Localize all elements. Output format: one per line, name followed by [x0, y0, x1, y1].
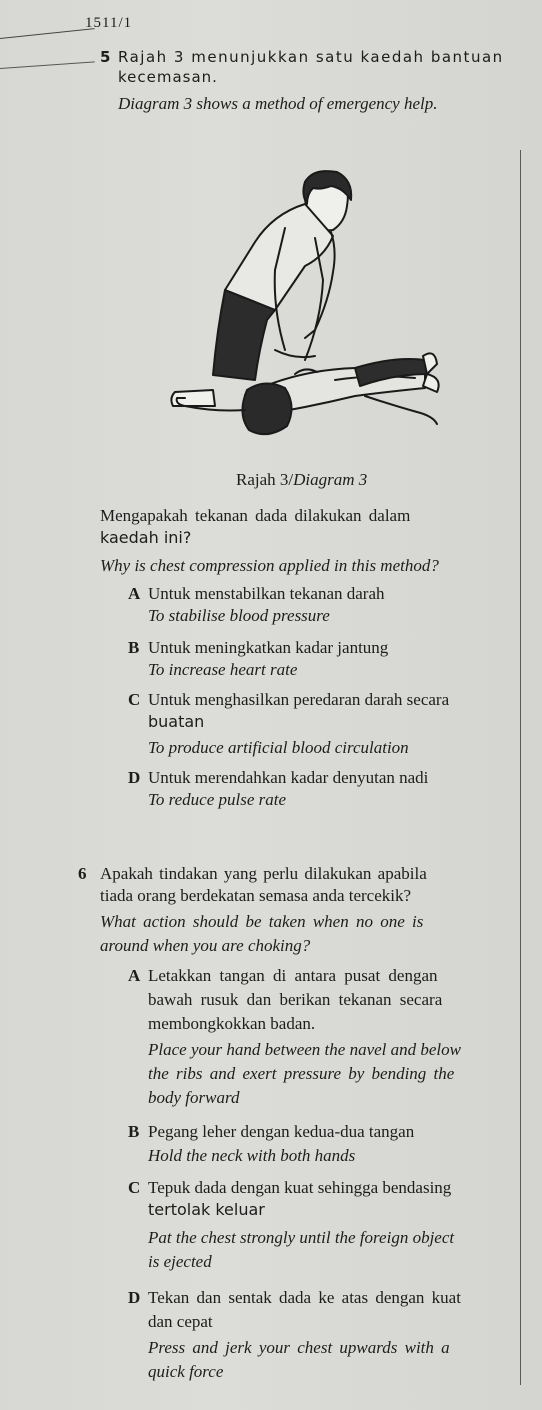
option-letter: D	[128, 768, 141, 787]
option-letter: A	[128, 966, 141, 985]
option-text-malay: Tepuk dada dengan kuat sehingga bendasing	[148, 1178, 452, 1197]
question-text-malay: kecemasan.	[118, 68, 218, 86]
cpr-illustration	[155, 160, 460, 450]
page-edge-line	[0, 28, 95, 39]
option-text-english: Pat the chest strongly until the foreign object	[148, 1228, 455, 1247]
option-text-malay: Untuk meningkatkan kadar jantung	[148, 638, 389, 657]
option-text-english: is ejected	[148, 1252, 212, 1271]
figure-caption: Rajah 3/Diagram 3	[236, 470, 368, 489]
option-text-malay: buatan	[148, 712, 205, 731]
option-letter: D	[128, 1288, 141, 1307]
question-text-malay: Apakah tindakan yang perlu dilakukan apabila	[100, 864, 427, 883]
question-text-malay: kaedah ini?	[100, 528, 192, 547]
option-text-malay: Untuk menghasilkan peredaran darah secara	[148, 690, 450, 709]
option-text-english: To increase heart rate	[148, 660, 298, 679]
question-text-english: Why is chest compression applied in this method?	[100, 556, 439, 575]
question-number: 5	[100, 48, 111, 66]
option-letter: A	[128, 584, 141, 603]
option-text-english: To stabilise blood pressure	[148, 606, 330, 625]
option-text-english: the ribs and exert pressure by bending the	[148, 1064, 455, 1083]
option-text-malay: bawah rusuk dan berikan tekanan secara	[148, 990, 443, 1009]
question-text-malay: Rajah 3 menunjukkan satu kaedah bantuan	[118, 48, 504, 66]
option-text-malay: membongkokkan badan.	[148, 1014, 316, 1033]
option-text-malay: Tekan dan sentak dada ke atas dengan kuat	[148, 1288, 461, 1307]
question-text-english: Diagram 3 shows a method of emergency help.	[118, 94, 438, 113]
question-text-malay: tiada orang berdekatan semasa anda tercekik?	[100, 886, 412, 905]
page-edge-line	[0, 61, 95, 69]
option-text-malay: Untuk menstabilkan tekanan darah	[148, 584, 385, 603]
option-text-english: To reduce pulse rate	[148, 790, 287, 809]
question-text-english: around when you are choking?	[100, 936, 311, 955]
option-letter: B	[128, 638, 140, 657]
option-text-malay: dan cepat	[148, 1312, 213, 1331]
option-letter: C	[128, 690, 141, 709]
paper-code: 1511/1	[85, 15, 133, 31]
question-text-malay: Mengapakah tekanan dada dilakukan dalam	[100, 506, 411, 525]
option-text-malay: Untuk merendahkan kadar denyutan nadi	[148, 768, 429, 787]
option-letter: B	[128, 1122, 140, 1141]
question-number: 6	[78, 864, 87, 883]
option-text-malay: Pegang leher dengan kedua-dua tangan	[148, 1122, 415, 1141]
option-text-english: Hold the neck with both hands	[148, 1146, 356, 1165]
option-text-english: To produce artificial blood circulation	[148, 738, 409, 757]
option-text-malay: tertolak keluar	[148, 1200, 265, 1219]
option-letter: C	[128, 1178, 141, 1197]
question-text-english: What action should be taken when no one is	[100, 912, 424, 931]
option-text-malay: Letakkan tangan di antara pusat dengan	[148, 966, 438, 985]
option-text-english: Place your hand between the navel and below	[148, 1040, 461, 1059]
option-text-english: body forward	[148, 1088, 240, 1107]
margin-rule	[520, 150, 521, 1385]
option-text-english: Press and jerk your chest upwards with a	[148, 1338, 450, 1357]
option-text-english: quick force	[148, 1362, 224, 1381]
